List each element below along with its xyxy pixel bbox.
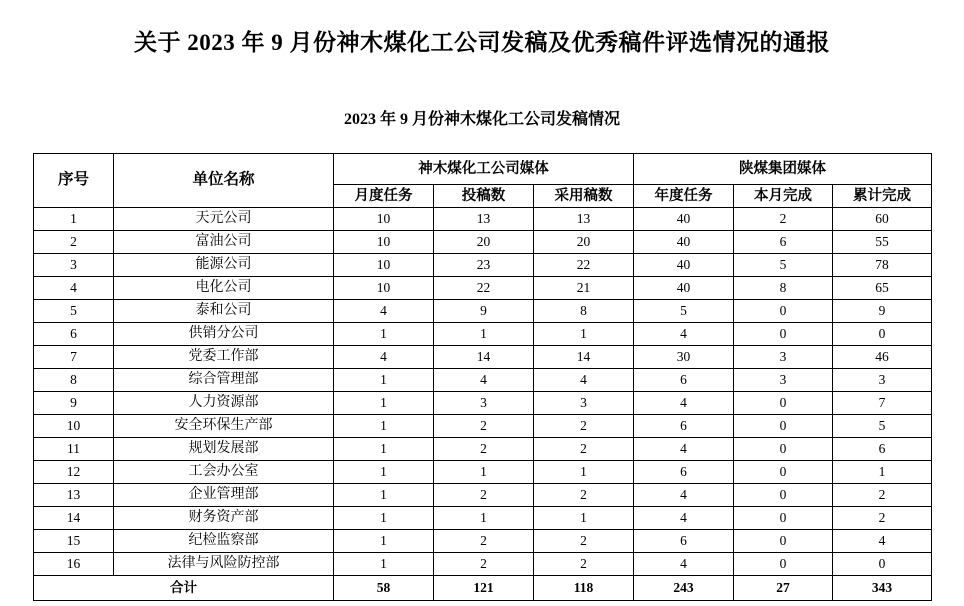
cell-unit: 能源公司 [114, 253, 334, 276]
cell-id: 10 [34, 414, 114, 437]
column-header-unit: 单位名称 [114, 153, 334, 207]
table-header [34, 153, 932, 207]
cell-cumulative-completed: 4 [833, 529, 932, 552]
cell-annual-task: 6 [634, 529, 734, 552]
cell-unit: 泰和公司 [114, 299, 334, 322]
cell-submitted-count: 9 [434, 299, 534, 322]
cell-cumulative-completed: 3 [833, 368, 932, 391]
cell-submitted-count: 2 [434, 483, 534, 506]
cell-submitted-count: 20 [434, 230, 534, 253]
cell-annual-task: 6 [634, 460, 734, 483]
cell-monthly-task: 1 [334, 552, 434, 575]
cell-monthly-task: 1 [334, 414, 434, 437]
cell-unit: 供销分公司 [114, 322, 334, 345]
cell-cumulative-completed: 7 [833, 391, 932, 414]
cell-unit: 工会办公室 [114, 460, 334, 483]
cell-month-completed: 2 [734, 207, 833, 230]
cell-month-completed: 3 [734, 345, 833, 368]
cell-month-completed: 0 [734, 529, 833, 552]
cell-id: 9 [34, 391, 114, 414]
cell-submitted-count: 1 [434, 460, 534, 483]
cell-monthly-task: 1 [334, 437, 434, 460]
cell-cumulative-completed: 55 [833, 230, 932, 253]
cell-accepted-count: 1 [534, 506, 634, 529]
column-header-submitted-count: 投稿数 [434, 184, 534, 207]
cell-id: 11 [34, 437, 114, 460]
cell-id: 5 [34, 299, 114, 322]
cell-monthly-task: 4 [334, 345, 434, 368]
cell-cumulative-completed: 6 [833, 437, 932, 460]
cell-submitted-count: 2 [434, 437, 534, 460]
table-row [34, 230, 932, 253]
cell-id: 3 [34, 253, 114, 276]
cell-annual-task: 4 [634, 506, 734, 529]
cell-cumulative-completed: 78 [833, 253, 932, 276]
cell-unit: 财务资产部 [114, 506, 334, 529]
cell-cumulative-completed: 2 [833, 483, 932, 506]
table-body [34, 207, 932, 600]
cell-unit: 综合管理部 [114, 368, 334, 391]
table-row [34, 437, 932, 460]
cell-annual-task: 30 [634, 345, 734, 368]
submission-report-table [33, 153, 932, 601]
cell-month-completed: 0 [734, 552, 833, 575]
table-row [34, 506, 932, 529]
document-page [0, 28, 964, 606]
cell-accepted-count: 2 [534, 414, 634, 437]
cell-month-completed: 0 [734, 414, 833, 437]
cell-cumulative-completed: 65 [833, 276, 932, 299]
cell-cumulative-completed: 0 [833, 322, 932, 345]
table-row [34, 368, 932, 391]
cell-month-completed: 0 [734, 391, 833, 414]
table-row [34, 207, 932, 230]
cell-cumulative-completed: 46 [833, 345, 932, 368]
cell-month-completed: 0 [734, 322, 833, 345]
cell-annual-task: 40 [634, 230, 734, 253]
table-row [34, 460, 932, 483]
table-row [34, 391, 932, 414]
report-table-container [0, 153, 964, 601]
cell-cumulative-completed: 60 [833, 207, 932, 230]
cell-annual-task: 40 [634, 253, 734, 276]
table-row [34, 276, 932, 299]
cell-monthly-task: 1 [334, 483, 434, 506]
table-row [34, 253, 932, 276]
cell-total-monthly-task: 58 [334, 575, 434, 600]
cell-annual-task: 40 [634, 207, 734, 230]
cell-id: 14 [34, 506, 114, 529]
cell-submitted-count: 2 [434, 552, 534, 575]
cell-month-completed: 8 [734, 276, 833, 299]
cell-unit: 法律与风险防控部 [114, 552, 334, 575]
table-row [34, 552, 932, 575]
section-title: 2023 年 9 月份神木煤化工公司发稿情况 [343, 110, 620, 128]
cell-accepted-count: 2 [534, 529, 634, 552]
cell-accepted-count: 8 [534, 299, 634, 322]
cell-unit: 富油公司 [114, 230, 334, 253]
cell-unit: 天元公司 [114, 207, 334, 230]
cell-id: 4 [34, 276, 114, 299]
cell-id: 2 [34, 230, 114, 253]
cell-submitted-count: 13 [434, 207, 534, 230]
cell-annual-task: 6 [634, 414, 734, 437]
cell-accepted-count: 1 [534, 460, 634, 483]
cell-month-completed: 0 [734, 299, 833, 322]
cell-total-accepted-count: 118 [534, 575, 634, 600]
cell-cumulative-completed: 5 [833, 414, 932, 437]
cell-month-completed: 0 [734, 483, 833, 506]
cell-accepted-count: 21 [534, 276, 634, 299]
cell-annual-task: 40 [634, 276, 734, 299]
cell-month-completed: 5 [734, 253, 833, 276]
cell-unit: 纪检监察部 [114, 529, 334, 552]
cell-unit: 人力资源部 [114, 391, 334, 414]
cell-unit: 规划发展部 [114, 437, 334, 460]
cell-monthly-task: 1 [334, 368, 434, 391]
cell-accepted-count: 4 [534, 368, 634, 391]
cell-id: 1 [34, 207, 114, 230]
cell-total-annual-task: 243 [634, 575, 734, 600]
cell-accepted-count: 14 [534, 345, 634, 368]
cell-submitted-count: 2 [434, 414, 534, 437]
cell-monthly-task: 10 [334, 207, 434, 230]
cell-monthly-task: 10 [334, 230, 434, 253]
cell-total-submitted-count: 121 [434, 575, 534, 600]
cell-unit: 安全环保生产部 [114, 414, 334, 437]
cell-cumulative-completed: 9 [833, 299, 932, 322]
cell-month-completed: 0 [734, 506, 833, 529]
cell-submitted-count: 4 [434, 368, 534, 391]
column-header-id: 序号 [34, 153, 114, 207]
table-total-row [34, 575, 932, 600]
cell-annual-task: 5 [634, 299, 734, 322]
cell-monthly-task: 10 [334, 276, 434, 299]
cell-id: 13 [34, 483, 114, 506]
cell-cumulative-completed: 0 [833, 552, 932, 575]
cell-unit: 党委工作部 [114, 345, 334, 368]
column-group-header-company-media: 神木煤化工公司媒体 [334, 153, 634, 184]
cell-submitted-count: 3 [434, 391, 534, 414]
cell-annual-task: 4 [634, 437, 734, 460]
table-header-row-groups [34, 153, 932, 184]
table-row [34, 529, 932, 552]
cell-monthly-task: 1 [334, 460, 434, 483]
cell-monthly-task: 10 [334, 253, 434, 276]
table-row [34, 483, 932, 506]
cell-monthly-task: 1 [334, 322, 434, 345]
cell-total-cumulative-completed: 343 [833, 575, 932, 600]
page-title: 关于 2023 年 9 月份神木煤化工公司发稿及优秀稿件评选情况的通报 [134, 30, 830, 55]
cell-submitted-count: 14 [434, 345, 534, 368]
cell-annual-task: 6 [634, 368, 734, 391]
cell-monthly-task: 4 [334, 299, 434, 322]
cell-accepted-count: 20 [534, 230, 634, 253]
cell-accepted-count: 1 [534, 322, 634, 345]
cell-unit: 电化公司 [114, 276, 334, 299]
cell-id: 7 [34, 345, 114, 368]
table-row [34, 322, 932, 345]
cell-submitted-count: 22 [434, 276, 534, 299]
cell-id: 15 [34, 529, 114, 552]
column-header-annual-task: 年度任务 [634, 184, 734, 207]
column-header-cumulative-completed: 累计完成 [833, 184, 932, 207]
cell-total-month-completed: 27 [734, 575, 833, 600]
cell-monthly-task: 1 [334, 529, 434, 552]
cell-monthly-task: 1 [334, 506, 434, 529]
cell-accepted-count: 2 [534, 483, 634, 506]
table-row [34, 299, 932, 322]
column-header-monthly-task: 月度任务 [334, 184, 434, 207]
cell-total-label: 合计 [34, 575, 334, 600]
cell-month-completed: 6 [734, 230, 833, 253]
cell-accepted-count: 22 [534, 253, 634, 276]
cell-month-completed: 0 [734, 437, 833, 460]
cell-month-completed: 3 [734, 368, 833, 391]
cell-accepted-count: 3 [534, 391, 634, 414]
cell-accepted-count: 2 [534, 552, 634, 575]
cell-month-completed: 0 [734, 460, 833, 483]
cell-id: 8 [34, 368, 114, 391]
column-header-month-completed: 本月完成 [734, 184, 833, 207]
cell-annual-task: 4 [634, 391, 734, 414]
cell-submitted-count: 2 [434, 529, 534, 552]
cell-annual-task: 4 [634, 552, 734, 575]
column-group-header-group-media: 陕煤集团媒体 [634, 153, 932, 184]
cell-submitted-count: 23 [434, 253, 534, 276]
cell-accepted-count: 13 [534, 207, 634, 230]
cell-cumulative-completed: 2 [833, 506, 932, 529]
cell-id: 16 [34, 552, 114, 575]
cell-annual-task: 4 [634, 483, 734, 506]
cell-id: 6 [34, 322, 114, 345]
cell-submitted-count: 1 [434, 506, 534, 529]
column-header-accepted-count: 采用稿数 [534, 184, 634, 207]
cell-monthly-task: 1 [334, 391, 434, 414]
table-row [34, 414, 932, 437]
cell-unit: 企业管理部 [114, 483, 334, 506]
cell-cumulative-completed: 1 [833, 460, 932, 483]
cell-submitted-count: 1 [434, 322, 534, 345]
cell-id: 12 [34, 460, 114, 483]
cell-accepted-count: 2 [534, 437, 634, 460]
table-row [34, 345, 932, 368]
cell-annual-task: 4 [634, 322, 734, 345]
